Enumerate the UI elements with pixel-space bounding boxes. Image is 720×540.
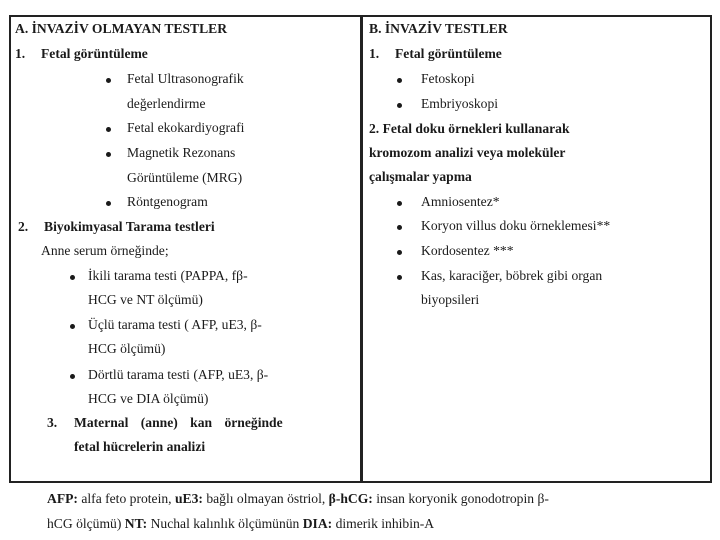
left-sec1-item: Fetal Ultrasonografik [127, 71, 244, 86]
right-sec2-line: kromozom analizi veya moleküler [369, 145, 566, 160]
column-divider [360, 17, 363, 481]
abbr-afp-text: alfa feto protein, [77, 491, 175, 506]
right-column-header: B. İNVAZİV TESTLER [369, 21, 508, 36]
left-sec2-item: Üçlü tarama testi ( AFP, uE3, β- [88, 317, 262, 332]
right-sec1-number: 1. [369, 46, 380, 61]
left-sec2-item-cont: HCG ölçümü) [88, 341, 166, 356]
abbr-ue3-text: bağlı olmayan östriol, [202, 491, 329, 506]
left-sec2-item-cont: HCG ve NT ölçümü) [88, 292, 203, 307]
bullet-icon [397, 275, 402, 280]
left-sec2-title: Biyokimyasal Tarama testleri [44, 219, 215, 234]
bullet-icon [70, 275, 75, 280]
bullet-icon [397, 201, 402, 206]
bullet-icon [397, 225, 402, 230]
bullet-icon [397, 78, 402, 83]
bullet-icon [106, 201, 111, 206]
left-sec2-item: Dörtlü tarama testi (AFP, uE3, β- [88, 367, 269, 382]
left-sec2-item-cont: HCG ve DIA ölçümü) [88, 391, 209, 406]
left-sec1-number: 1. [15, 46, 26, 61]
left-sec1-item: Röntgenogram [127, 194, 208, 209]
right-sec2-item: Kas, karaciğer, böbrek gibi organ [421, 268, 603, 283]
right-sec1-title: Fetal görüntüleme [395, 46, 502, 61]
bullet-icon [397, 250, 402, 255]
left-sec1-title: Fetal görüntüleme [41, 46, 148, 61]
abbr-bhcg: β-hCG: [328, 491, 373, 506]
left-sec2-item: İkili tarama testi (PAPPA, fβ- [88, 268, 248, 283]
abbr-bhcg-text: insan koryonik gonodotropin β- [372, 491, 549, 506]
bullet-icon [106, 127, 111, 132]
right-sec2-item-cont: biyopsileri [421, 292, 480, 307]
right-sec2-item: Kordosentez *** [421, 243, 514, 258]
footnote-line-2 [47, 511, 549, 536]
right-sec1-item: Fetoskopi [421, 71, 475, 86]
right-sec2-item: Amniosentez* [421, 194, 500, 209]
abbr-dia-text: dimerik inhibin-A [332, 516, 435, 531]
left-sec1-item-cont: değerlendirme [127, 96, 206, 111]
tests-table [9, 15, 712, 483]
left-sec2-subtitle: Anne serum örneğinde; [41, 243, 169, 258]
left-sec2-number: 2. [18, 219, 29, 234]
left-sec1-item: Magnetik Rezonans [127, 145, 236, 160]
abbr-ue3: uE3: [174, 491, 203, 506]
footnote-line-1 [47, 486, 549, 511]
right-sec1-item: Embriyoskopi [421, 96, 499, 111]
left-sec1-item-cont: Görüntüleme (MRG) [127, 170, 243, 185]
abbreviations-footnote [47, 486, 549, 536]
right-sec2-line: çalışmalar yapma [369, 169, 472, 184]
abbr-dia: DIA: [302, 516, 333, 531]
left-sec3-number: 3. [47, 415, 58, 430]
left-sec1-item: Fetal ekokardiyografi [127, 120, 245, 135]
right-sec2-item: Koryon villus doku örneklemesi** [421, 218, 611, 233]
footnote-line2-text: hCG ölçümü) [47, 516, 125, 531]
right-sec2-line: 2. Fetal doku örnekleri kullanarak [369, 121, 570, 136]
bullet-icon [106, 152, 111, 157]
bullet-icon [106, 78, 111, 83]
bullet-icon [70, 374, 75, 379]
abbr-nt-text: Nuchal kalınlık ölçümünün [147, 516, 303, 531]
left-sec3-line2: fetal hücrelerin analizi [74, 439, 206, 454]
bullet-icon [70, 324, 75, 329]
left-column-header: A. İNVAZİV OLMAYAN TESTLER [15, 21, 228, 36]
abbr-afp: AFP: [47, 491, 78, 506]
left-sec3-line1: Maternal (anne) kan örneğinde [74, 415, 283, 430]
bullet-icon [397, 103, 402, 108]
abbr-nt: NT: [124, 516, 148, 531]
